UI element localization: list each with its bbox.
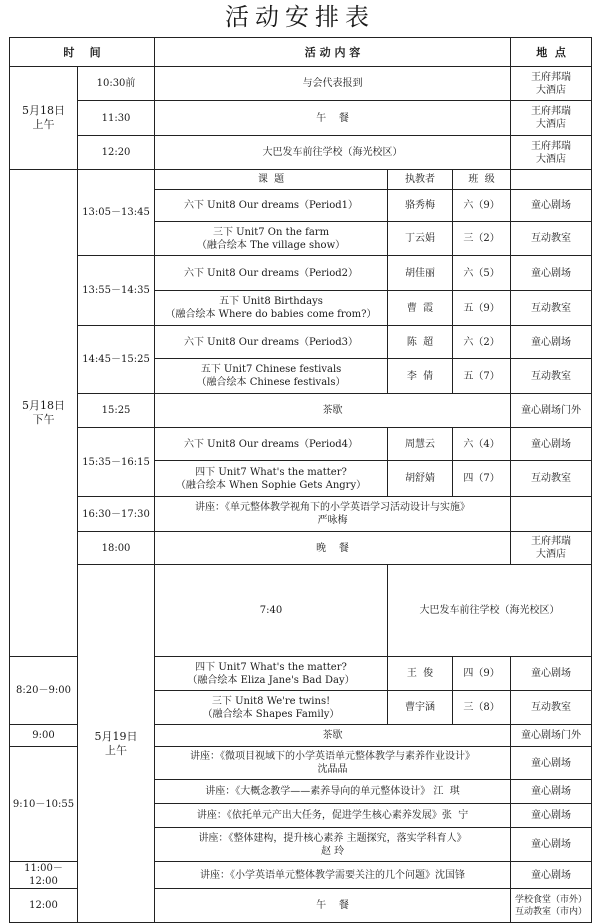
- header-content: 活 动 内 容: [155, 38, 511, 67]
- content-cell: 讲座：《小学英语单元整体教学需要关注的几个问题》沈国锋: [155, 862, 511, 889]
- location-cell: 童心剧场: [511, 190, 592, 222]
- time-cell: 11:00－12:00: [10, 862, 78, 889]
- date-label: 5月19日: [94, 729, 138, 743]
- topic-cell: 六下 Unit8 Our dreams（Period4）: [155, 428, 388, 461]
- teacher-cell: 曹宇涵: [388, 691, 453, 725]
- location-cell: 学校食堂（市外） 互动教室（市内）: [511, 889, 592, 923]
- table-row: [10, 497, 592, 532]
- sub-header-row: [10, 170, 592, 190]
- location-cell: 童心剧场: [511, 256, 592, 291]
- teacher-cell: 周慧云: [388, 428, 453, 461]
- day-cell: [10, 170, 78, 657]
- content-cell: 讲座：《单元整体教学视角下的小学英语学习活动设计与实施》 严咏梅: [155, 497, 511, 532]
- time-cell: 14:45－15:25: [78, 326, 155, 394]
- content-cell: 讲座：《微项目视域下的小学英语单元整体教学与素养作业设计》 沈晶晶: [155, 747, 511, 780]
- content-cell: 茶歇: [155, 394, 511, 428]
- content-cell: 晚 餐: [155, 532, 511, 565]
- time-cell: 11:30: [78, 101, 155, 136]
- time-cell: 9:00: [10, 725, 78, 747]
- location-cell: 童心剧场: [511, 780, 592, 804]
- content-cell: 大巴发车前往学校（海光校区）: [155, 136, 511, 170]
- teacher-cell: 胡舒婧: [388, 461, 453, 497]
- location-cell: 互动教室: [511, 359, 592, 394]
- header-time: 时 间: [10, 38, 155, 67]
- teacher-cell: 胡佳丽: [388, 256, 453, 291]
- time-cell: 15:35－16:15: [78, 428, 155, 497]
- class-cell: 六（5）: [453, 256, 511, 291]
- class-cell: 三（2）: [453, 222, 511, 256]
- table-row: [10, 326, 592, 359]
- topic-cell: 五下 Unit7 Chinese festivals （融合绘本 Chinese festivals）: [155, 359, 388, 394]
- time-cell: 13:05－13:45: [78, 170, 155, 256]
- teacher-cell: 丁云娟: [388, 222, 453, 256]
- location-cell: 互动教室: [511, 222, 592, 256]
- location-cell: 互动教室: [511, 461, 592, 497]
- topic-cell: 三下 Unit7 On the farm （融合绘本 The village show）: [155, 222, 388, 256]
- location-cell: 互动教室: [511, 291, 592, 326]
- date-label: 5月18日: [22, 104, 65, 117]
- location-cell: 童心剧场: [511, 657, 592, 691]
- location-cell: 童心剧场: [511, 747, 592, 780]
- content-cell: 讲座：《大概念教学——素养导向的单元整体设计》 江 琪: [155, 780, 511, 804]
- table-row: [10, 532, 592, 565]
- location-cell: 王府邦瑞 大酒店: [511, 136, 592, 170]
- date-label: 5月18日: [22, 399, 65, 412]
- table-row: [10, 428, 592, 461]
- location-cell: 童心剧场: [511, 828, 592, 862]
- table-row: [10, 67, 592, 101]
- sub-header-topic: 课 题: [155, 170, 388, 190]
- location-cell: 童心剧场: [511, 862, 592, 889]
- time-cell: 7:40: [155, 565, 388, 657]
- time-cell: 16:30－17:30: [78, 497, 155, 532]
- table-row: [10, 101, 592, 136]
- class-cell: 六（2）: [453, 326, 511, 359]
- class-cell: 三（8）: [453, 691, 511, 725]
- location-cell: 互动教室: [511, 691, 592, 725]
- period-label: 上午: [32, 118, 55, 131]
- topic-cell: 四下 Unit7 What's the matter? （融合绘本 Eliza Jane's Bad Day）: [155, 657, 388, 691]
- topic-cell: 五下 Unit8 Birthdays （融合绘本 Where do babies come from?）: [155, 291, 388, 326]
- class-cell: 六（4）: [453, 428, 511, 461]
- topic-cell: 三下 Unit8 We're twins! （融合绘本 Shapes Family）: [155, 691, 388, 725]
- time-cell: 12:20: [78, 136, 155, 170]
- table-row: [10, 394, 592, 428]
- schedule-table: [9, 37, 592, 923]
- table-header-row: [10, 38, 592, 67]
- topic-cell: 六下 Unit8 Our dreams（Period1）: [155, 190, 388, 222]
- topic-cell: 六下 Unit8 Our dreams（Period3）: [155, 326, 388, 359]
- time-cell: 9:10－10:55: [10, 747, 78, 862]
- sub-header-class: 班 级: [453, 170, 511, 190]
- header-location: 地 点: [511, 38, 592, 67]
- teacher-cell: 王 俊: [388, 657, 453, 691]
- location-cell: 童心剧场: [511, 326, 592, 359]
- topic-cell: 六下 Unit8 Our dreams（Period2）: [155, 256, 388, 291]
- day-cell: [78, 565, 155, 923]
- time-cell: 10:30前: [78, 67, 155, 101]
- location-cell: 王府邦瑞 大酒店: [511, 67, 592, 101]
- teacher-cell: 骆秀梅: [388, 190, 453, 222]
- class-cell: 六（9）: [453, 190, 511, 222]
- time-cell: 18:00: [78, 532, 155, 565]
- location-cell: 童心剧场门外: [511, 394, 592, 428]
- class-cell: 四（9）: [453, 657, 511, 691]
- time-cell: 15:25: [78, 394, 155, 428]
- location-cell: 王府邦瑞 大酒店: [511, 101, 592, 136]
- table-row: [10, 565, 592, 657]
- location-cell: 王府邦瑞 大酒店: [511, 532, 592, 565]
- time-cell: 8:20－9:00: [10, 657, 78, 725]
- teacher-cell: 陈 超: [388, 326, 453, 359]
- time-cell: 12:00: [10, 889, 78, 923]
- location-cell: [511, 497, 592, 532]
- content-cell: 讲座：《整体建构，提升核心素养 主题探究，落实学科育人》 赵 玲: [155, 828, 511, 862]
- period-label: 下午: [32, 413, 55, 426]
- class-cell: 五（7）: [453, 359, 511, 394]
- table-row: [10, 136, 592, 170]
- content-cell: 与会代表报到: [155, 67, 511, 101]
- content-cell: 讲座：《依托单元产出大任务，促进学生核心素养发展》张 宁: [155, 804, 511, 828]
- location-cell: 童心剧场门外: [511, 725, 592, 747]
- teacher-cell: 曹 霞: [388, 291, 453, 326]
- sub-header-teacher: 执教者: [388, 170, 453, 190]
- content-cell: 茶歇: [155, 725, 511, 747]
- location-cell: [511, 170, 592, 190]
- location-cell: 童心剧场: [511, 428, 592, 461]
- content-cell: 午 餐: [155, 101, 511, 136]
- table-row: [10, 256, 592, 291]
- day-cell: [10, 67, 78, 170]
- class-cell: 四（7）: [453, 461, 511, 497]
- time-cell: 13:55－14:35: [78, 256, 155, 326]
- content-cell: 大巴发车前往学校（海光校区）: [388, 565, 592, 657]
- teacher-cell: 李 倩: [388, 359, 453, 394]
- page-title: 活动安排表: [225, 3, 375, 31]
- content-cell: 午 餐: [155, 889, 511, 923]
- period-label: 上午: [105, 743, 127, 757]
- class-cell: 五（9）: [453, 291, 511, 326]
- topic-cell: 四下 Unit7 What's the matter? （融合绘本 When Sophie Gets Angry）: [155, 461, 388, 497]
- location-cell: 童心剧场: [511, 804, 592, 828]
